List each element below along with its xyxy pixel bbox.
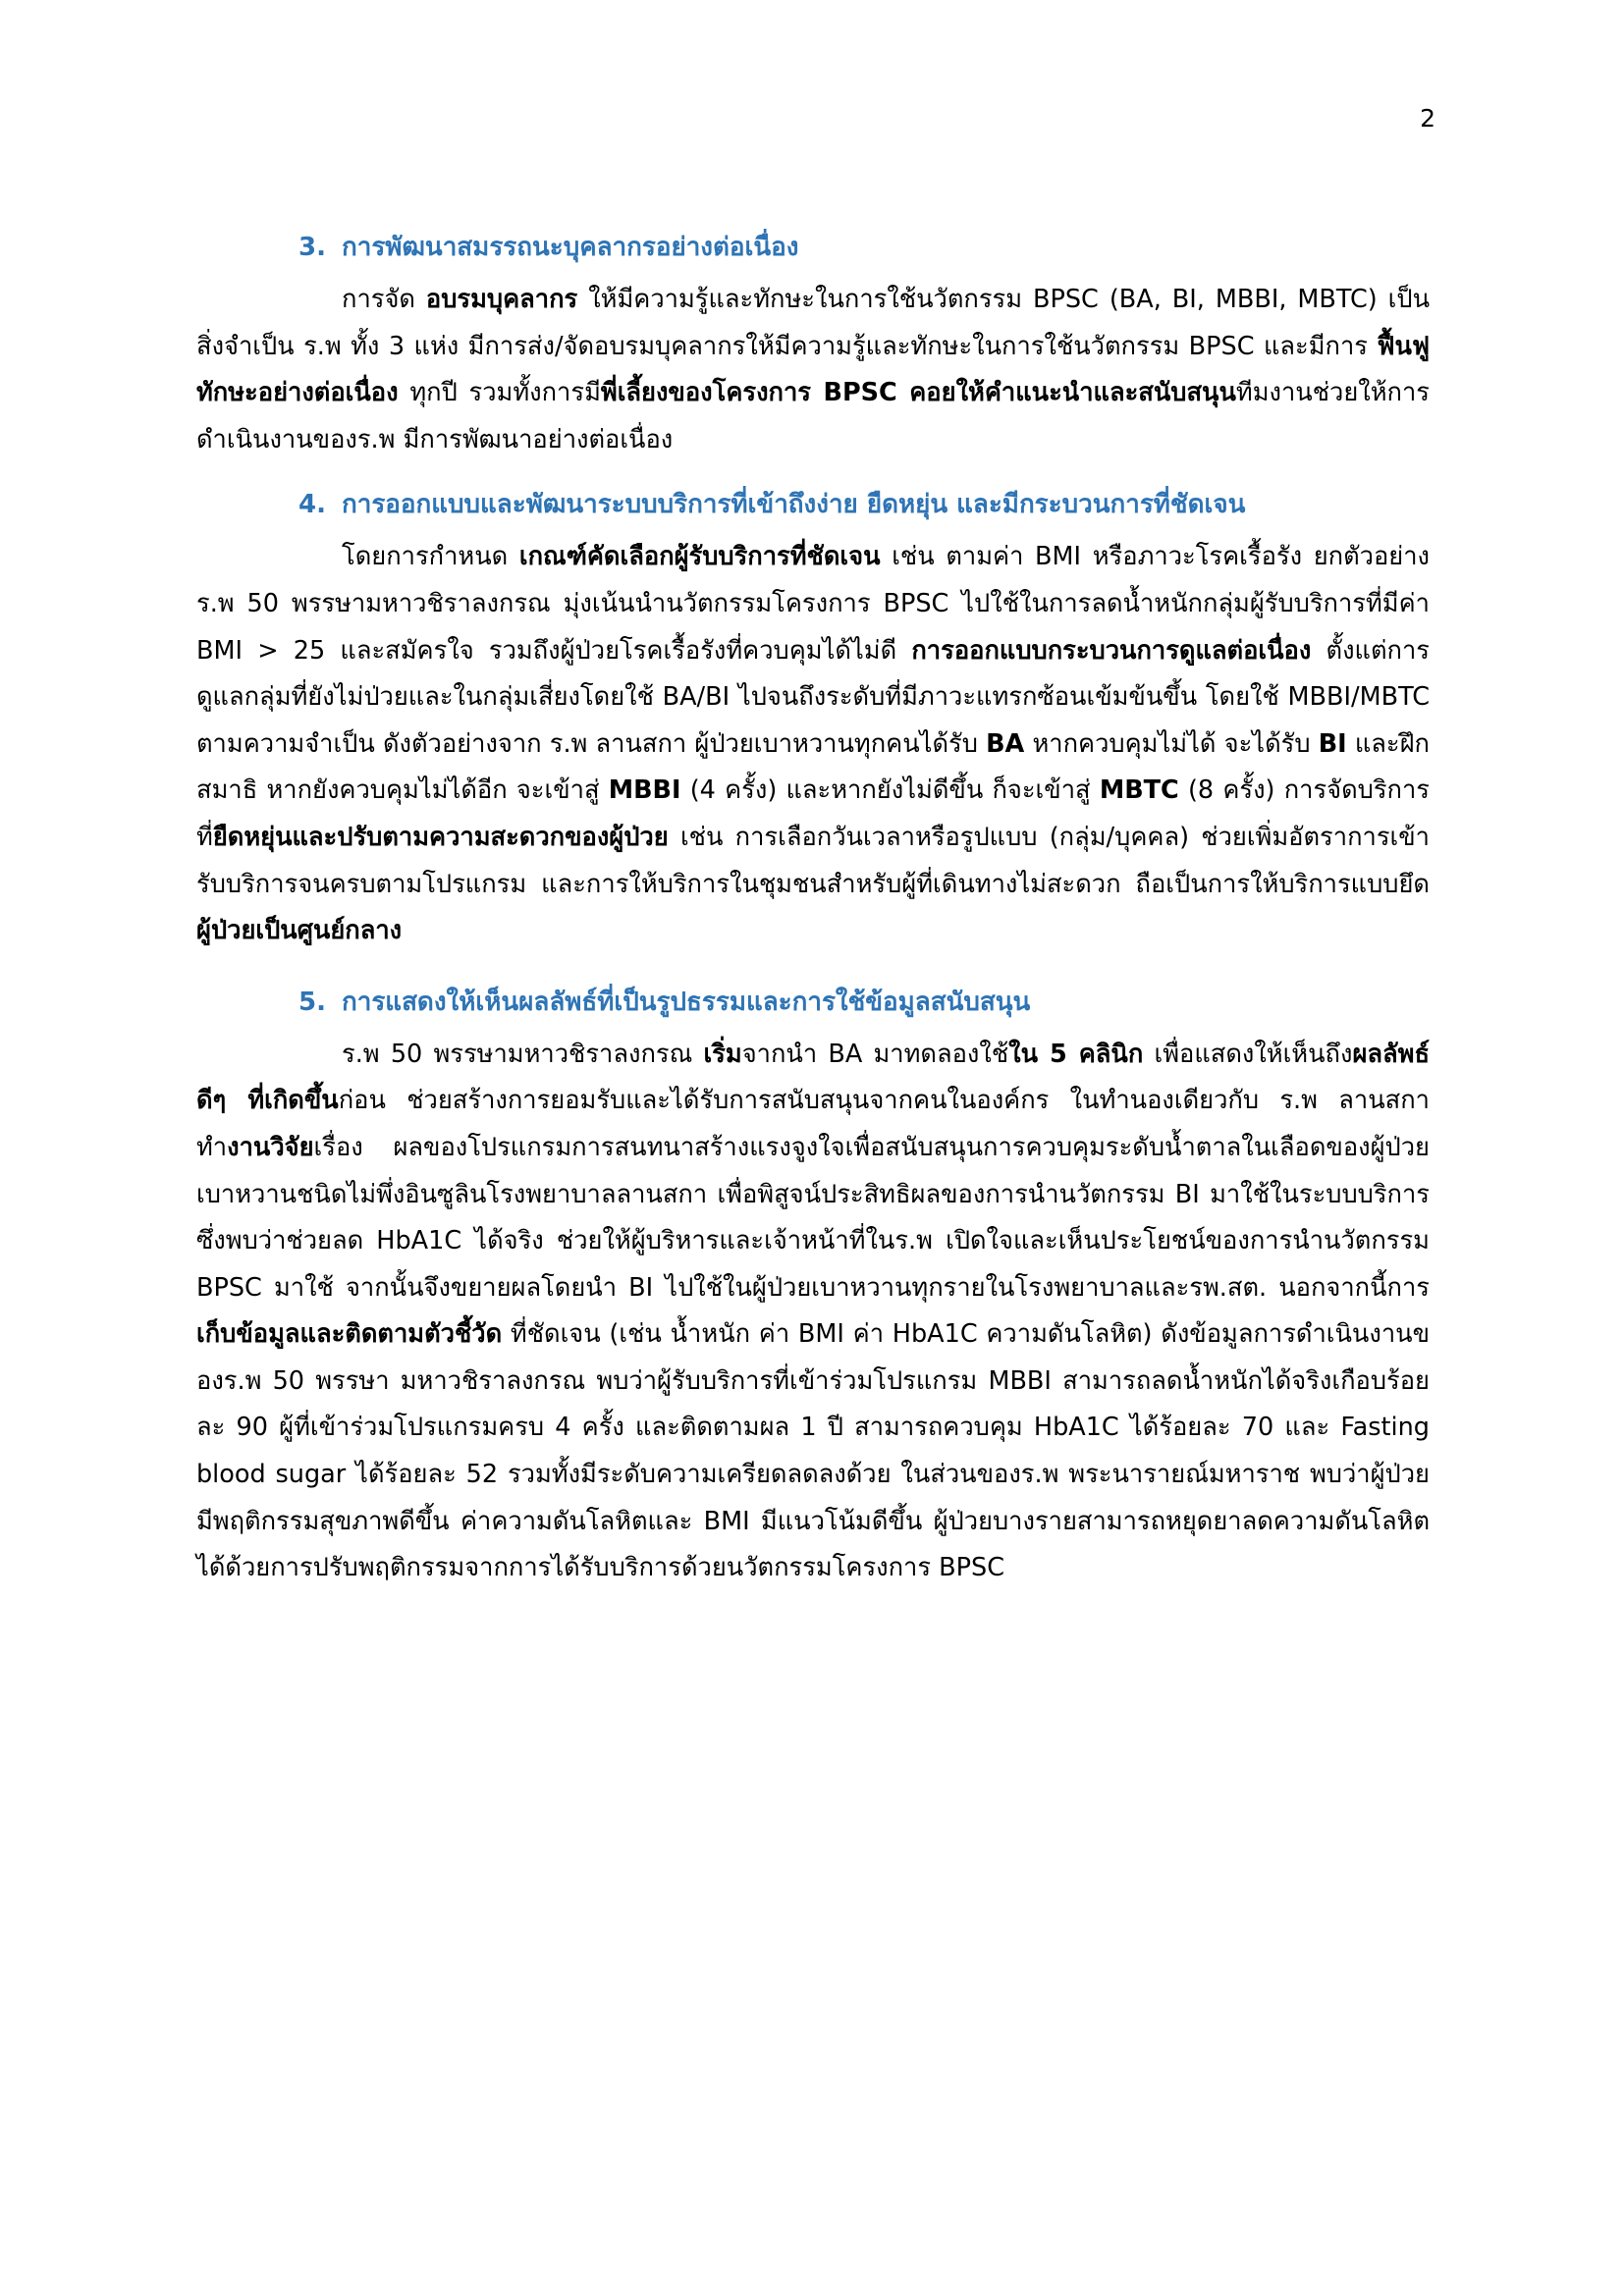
text-run-bold: อบรมบุคลากร [425,285,578,314]
text-run-bold: พี่เลี้ยงของโครงการ BPSC คอยให้คำแนะนำและสนับสนุน [600,378,1236,408]
text-run: จากนำ BA มาทดลองใช้ [741,1039,1009,1069]
text-run-bold: เริ่ม [703,1039,742,1069]
section-title: การแสดงให้เห็นผลลัพธ์ที่เป็นรูปธรรมและการใช้ข้อมูลสนับสนุน [342,987,1031,1017]
text-run-bold: BA [986,728,1025,759]
text-run-bold: เกณฑ์คัดเลือกผู้รับบริการที่ชัดเจน [518,542,881,572]
text-run: ร.พ 50 พรรษามหาวชิราลงกรณ [342,1039,704,1069]
text-run-bold: การออกแบบกระบวนการดูแลต่อเนื่อง [911,635,1312,666]
document-body [196,224,1430,1610]
section-paragraph [196,277,1430,463]
section-title: การออกแบบและพัฒนาระบบบริการที่เข้าถึงง่าย ยืดหยุ่น และมีกระบวนการที่ชัดเจน [342,490,1246,520]
text-run: ทีมงานช่วยให้การดำเนินงานของร.พ มีการพัฒนาอย่างต่อเนื่อง [196,378,1430,454]
text-run: ที่ชัดเจน (เช่น น้ำหนัก ค่า BMI ค่า HbA1C ความดันโลหิต) ดังข้อมูลการดำเนินงานของร.พ 50 พรรษา มหาวชิราลงกรณ พบว่าผู้รับบริการที่เข้าร่วมโปรแกรม MBBI สามารถลดน้ำหนักได้จริงเกือบร้อยละ 90 ผู้ที่เข้าร่วมโปรแกรมครบ 4 ครั้ง และติดตามผล 1 ปี สามารถควบคุม HbA1C ได้ร้อยละ 70 และ Fasting blood sugar ได้ร้อยละ 52 รวมทั้งมีระดับความเครียดลดลงด้วย ในส่วนของร.พ พระนารายณ์มหาราช พบว่าผู้ป่วยมีพฤติกรรมสุขภาพดีขึ้น ค่าความดันโลหิตและ BMI มีแนวโน้มดีขึ้น ผู้ป่วยบางรายสามารถหยุดยาลดความดันโลหิตได้ด้วยการปรับพฤติกรรมจากการได้รับบริการด้วยนวัตกรรมโครงการ BPSC [196,1319,1430,1583]
section-number: 5. [298,987,326,1017]
text-run: เพื่อแสดงให้เห็นถึง [1143,1039,1353,1069]
section-3 [196,224,1430,463]
text-run: เช่น ตามค่า BMI หรือภาวะโรคเรื้อรัง ยกตัวอย่าง ร.พ 50 พรรษามหาวชิราลงกรณ มุ่งเน้นนำนวัตกรรมโครงการ BPSC ไปใช้ในการลดน้ำหนักกลุ่มผู้รับบริการที่มีค่า BMI > 25 และสมัครใจ รวมถึงผู้ป่วยโรคเรื้อรังที่ควบคุมได้ไม่ดี [196,542,1430,666]
section-5 [196,979,1430,1592]
section-number: 3. [298,233,326,262]
page-number: 2 [1420,104,1435,133]
text-run: และฝึกสมาธิ หากยังควบคุมไม่ได้อีก จะเข้าสู่ [196,728,1430,806]
section-heading [298,224,1430,271]
text-run: ทุกปี รวมทั้งการมี [398,378,601,408]
text-run-bold: MBBI [608,775,681,806]
text-run-bold: งานวิจัย [227,1132,314,1162]
text-run-bold: ใน 5 คลินิก [1008,1039,1144,1069]
text-run: โดยการกำหนด [342,542,519,572]
text-run-bold: ยืดหยุ่นและปรับตามความสะดวกของผู้ป่วย [212,822,669,852]
text-run: การจัด [342,285,426,314]
text-run-bold: ฟื้นฟูทักษะอย่างต่อเนื่อง [196,331,1430,408]
text-run: ให้มีความรู้และทักษะในการใช้นวัตกรรม BPSC (BA, BI, MBBI, MBTC) เป็นสิ่งจำเป็น ร.พ ทั้ง 3 แห่ง มีการส่ง/จัดอบรมบุคลากรให้มีความรู้และทักษะในการใช้นวัตกรรม BPSC และมีการ [196,285,1431,361]
section-number: 4. [298,490,326,520]
text-run: ก่อน ช่วยสร้างการยอมรับและได้รับการสนับสนุนจากคนในองค์กร ในทำนองเดียวกับ ร.พ ลานสกา ทำ [196,1086,1430,1162]
section-title: การพัฒนาสมรรถนะบุคลากรอย่างต่อเนื่อง [342,233,799,262]
section-paragraph [196,534,1430,954]
text-run: เรื่อง ผลของโปรแกรมการสนทนาสร้างแรงจูงใจเพื่อสนับสนุนการควบคุมระดับน้ำตาลในเลือดของผู้ป่วยเบาหวานชนิดไม่พึ่งอินซูลินโรงพยาบาลลานสกา เพื่อพิสูจน์ประสิทธิผลของการนำนวัตกรรม BI มาใช้ในระบบบริการ ซึ่งพบว่าช่วยลด HbA1C ได้จริง ช่วยให้ผู้บริหารและเจ้าหน้าที่ในร.พ เปิดใจและเห็นประโยชน์ของการนำนวัตกรรม BPSC มาใช้ จากนั้นจึงขยายผลโดยนำ BI ไปใช้ในผู้ป่วยเบาหวานทุกรายในโรงพยาบาลและรพ.สต. นอกจากนี้การ [196,1132,1430,1303]
text-run: หากควบคุมไม่ได้ จะได้รับ [1024,728,1319,759]
text-run: ตั้งแต่การดูแลกลุ่มที่ยังไม่ป่วยและในกลุ่มเสี่ยงโดยใช้ BA/BI ไปจนถึงระดับที่มีภาวะแทรกซ้อนเข้มข้นขึ้น โดยใช้ MBBI/MBTC ตามความจำเป็น ดังตัวอย่างจาก ร.พ ลานสกา ผู้ป่วยเบาหวานทุกคนได้รับ [196,635,1430,759]
section-heading [298,481,1430,528]
section-heading [298,979,1430,1026]
section-4 [196,481,1430,954]
text-run-bold: ผลลัพธ์ดีๆ ที่เกิดขึ้น [196,1039,1431,1116]
text-run-bold: BI [1318,728,1347,759]
text-run-bold: เก็บข้อมูลและติดตามตัวชี้วัด [196,1319,503,1350]
text-run: (8 ครั้ง) การจัดบริการที่ [196,775,1431,852]
section-paragraph [196,1032,1430,1592]
text-run: (4 ครั้ง) และหากยังไม่ดีขึ้น ก็จะเข้าสู่ [680,775,1100,806]
text-run-bold: ผู้ป่วยเป็นศูนย์กลาง [196,916,403,946]
text-run-bold: MBTC [1099,775,1179,806]
text-run: เช่น การเลือกวันเวลาหรือรูปแบบ (กลุ่ม/บุคคล) ช่วยเพิ่มอัตราการเข้ารับบริการจนครบตามโปรแกรม และการให้บริการในชุมชนสำหรับผู้ที่เดินทางไม่สะดวก ถือเป็นการให้บริการแบบยึด [196,822,1430,899]
